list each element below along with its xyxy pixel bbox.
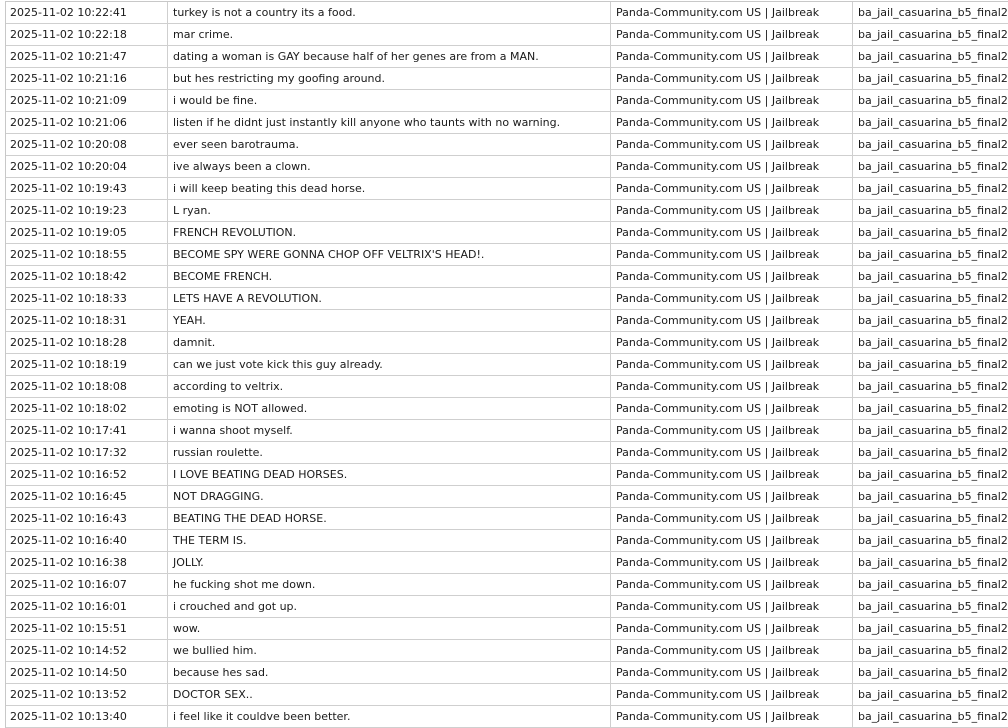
message-cell: ive always been a clown. <box>168 156 611 177</box>
server-cell: Panda-Community.com US | Jailbreak <box>611 706 853 727</box>
server-cell: Panda-Community.com US | Jailbreak <box>611 156 853 177</box>
timestamp-cell: 2025-11-02 10:16:01 <box>6 596 168 617</box>
server-cell: Panda-Community.com US | Jailbreak <box>611 684 853 705</box>
timestamp-cell: 2025-11-02 10:22:18 <box>6 24 168 45</box>
timestamp-cell: 2025-11-02 10:20:08 <box>6 134 168 155</box>
message-cell: FRENCH REVOLUTION. <box>168 222 611 243</box>
message-cell: can we just vote kick this guy already. <box>168 354 611 375</box>
server-cell: Panda-Community.com US | Jailbreak <box>611 420 853 441</box>
timestamp-cell: 2025-11-02 10:20:04 <box>6 156 168 177</box>
server-cell: Panda-Community.com US | Jailbreak <box>611 442 853 463</box>
message-cell: BECOME SPY WERE GONNA CHOP OFF VELTRIX'S HEAD!. <box>168 244 611 265</box>
map-cell: ba_jail_casuarina_b5_final2 <box>858 292 1008 305</box>
timestamp-cell: 2025-11-02 10:18:55 <box>6 244 168 265</box>
map-cell: ba_jail_casuarina_b5_final2 <box>858 94 1008 107</box>
server-cell: Panda-Community.com US | Jailbreak <box>611 200 853 221</box>
timestamp-cell: 2025-11-02 10:19:23 <box>6 200 168 221</box>
timestamp-cell: 2025-11-02 10:16:52 <box>6 464 168 485</box>
map-cell: ba_jail_casuarina_b5_final2 <box>858 358 1008 371</box>
map-cell: ba_jail_casuarina_b5_final2 <box>858 578 1008 591</box>
message-cell: according to veltrix. <box>168 376 611 397</box>
server-cell: Panda-Community.com US | Jailbreak <box>611 662 853 683</box>
table-row[interactable] <box>6 398 1008 420</box>
message-cell: i will keep beating this dead horse. <box>168 178 611 199</box>
map-cell: ba_jail_casuarina_b5_final2 <box>858 50 1008 63</box>
table-row[interactable] <box>6 530 1008 552</box>
table-row[interactable] <box>6 574 1008 596</box>
table-row[interactable] <box>6 156 1008 178</box>
server-cell: Panda-Community.com US | Jailbreak <box>611 530 853 551</box>
server-cell: Panda-Community.com US | Jailbreak <box>611 112 853 133</box>
server-cell: Panda-Community.com US | Jailbreak <box>611 508 853 529</box>
map-cell: ba_jail_casuarina_b5_final2 <box>858 402 1008 415</box>
table-row[interactable] <box>6 222 1008 244</box>
table-row[interactable] <box>6 376 1008 398</box>
message-cell: russian roulette. <box>168 442 611 463</box>
timestamp-cell: 2025-11-02 10:19:43 <box>6 178 168 199</box>
table-row[interactable] <box>6 288 1008 310</box>
map-cell: ba_jail_casuarina_b5_final2 <box>858 6 1008 19</box>
message-cell: JOLLY. <box>168 552 611 573</box>
message-cell: mar crime. <box>168 24 611 45</box>
map-cell: ba_jail_casuarina_b5_final2 <box>858 380 1008 393</box>
map-cell: ba_jail_casuarina_b5_final2 <box>858 72 1008 85</box>
message-cell: BECOME FRENCH. <box>168 266 611 287</box>
timestamp-cell: 2025-11-02 10:15:51 <box>6 618 168 639</box>
server-cell: Panda-Community.com US | Jailbreak <box>611 552 853 573</box>
map-cell: ba_jail_casuarina_b5_final2 <box>858 226 1008 239</box>
message-cell: turkey is not a country its a food. <box>168 2 611 23</box>
timestamp-cell: 2025-11-02 10:16:45 <box>6 486 168 507</box>
message-cell: BEATING THE DEAD HORSE. <box>168 508 611 529</box>
map-cell: ba_jail_casuarina_b5_final2 <box>858 336 1008 349</box>
server-cell: Panda-Community.com US | Jailbreak <box>611 574 853 595</box>
server-cell: Panda-Community.com US | Jailbreak <box>611 596 853 617</box>
map-cell: ba_jail_casuarina_b5_final2 <box>858 116 1008 129</box>
message-cell: but hes restricting my goofing around. <box>168 68 611 89</box>
message-cell: YEAH. <box>168 310 611 331</box>
table-row[interactable] <box>6 354 1008 376</box>
table-row[interactable] <box>6 442 1008 464</box>
message-cell: i wanna shoot myself. <box>168 420 611 441</box>
server-cell: Panda-Community.com US | Jailbreak <box>611 354 853 375</box>
map-cell: ba_jail_casuarina_b5_final2 <box>858 600 1008 613</box>
timestamp-cell: 2025-11-02 10:21:09 <box>6 90 168 111</box>
map-cell: ba_jail_casuarina_b5_final2 <box>858 490 1008 503</box>
timestamp-cell: 2025-11-02 10:13:52 <box>6 684 168 705</box>
table-row[interactable] <box>6 596 1008 618</box>
map-cell: ba_jail_casuarina_b5_final2 <box>858 424 1008 437</box>
timestamp-cell: 2025-11-02 10:18:42 <box>6 266 168 287</box>
message-cell: we bullied him. <box>168 640 611 661</box>
table-row[interactable] <box>6 310 1008 332</box>
table-row[interactable] <box>6 332 1008 354</box>
map-cell: ba_jail_casuarina_b5_final2 <box>858 446 1008 459</box>
map-cell: ba_jail_casuarina_b5_final2 <box>858 138 1008 151</box>
table-row[interactable] <box>6 662 1008 684</box>
server-cell: Panda-Community.com US | Jailbreak <box>611 68 853 89</box>
server-cell: Panda-Community.com US | Jailbreak <box>611 134 853 155</box>
server-cell: Panda-Community.com US | Jailbreak <box>611 244 853 265</box>
message-cell: wow. <box>168 618 611 639</box>
map-cell: ba_jail_casuarina_b5_final2 <box>858 160 1008 173</box>
server-cell: Panda-Community.com US | Jailbreak <box>611 486 853 507</box>
server-cell: Panda-Community.com US | Jailbreak <box>611 288 853 309</box>
table-row[interactable] <box>6 178 1008 200</box>
timestamp-cell: 2025-11-02 10:21:47 <box>6 46 168 67</box>
map-cell: ba_jail_casuarina_b5_final2 <box>858 248 1008 261</box>
timestamp-cell: 2025-11-02 10:16:43 <box>6 508 168 529</box>
server-cell: Panda-Community.com US | Jailbreak <box>611 618 853 639</box>
table-row[interactable] <box>6 684 1008 706</box>
server-cell: Panda-Community.com US | Jailbreak <box>611 640 853 661</box>
table-row[interactable] <box>6 618 1008 640</box>
server-cell: Panda-Community.com US | Jailbreak <box>611 376 853 397</box>
timestamp-cell: 2025-11-02 10:16:38 <box>6 552 168 573</box>
map-cell: ba_jail_casuarina_b5_final2 <box>858 666 1008 679</box>
timestamp-cell: 2025-11-02 10:14:52 <box>6 640 168 661</box>
table-row[interactable] <box>6 68 1008 90</box>
server-cell: Panda-Community.com US | Jailbreak <box>611 398 853 419</box>
message-cell: because hes sad. <box>168 662 611 683</box>
message-cell: i would be fine. <box>168 90 611 111</box>
timestamp-cell: 2025-11-02 10:13:40 <box>6 706 168 727</box>
map-cell: ba_jail_casuarina_b5_final2 <box>858 556 1008 569</box>
table-row[interactable] <box>6 112 1008 134</box>
message-cell: THE TERM IS. <box>168 530 611 551</box>
server-cell: Panda-Community.com US | Jailbreak <box>611 24 853 45</box>
map-cell: ba_jail_casuarina_b5_final2 <box>858 28 1008 41</box>
table-row[interactable] <box>6 464 1008 486</box>
timestamp-cell: 2025-11-02 10:17:32 <box>6 442 168 463</box>
timestamp-cell: 2025-11-02 10:21:06 <box>6 112 168 133</box>
table-row[interactable] <box>6 200 1008 222</box>
map-cell: ba_jail_casuarina_b5_final2 <box>858 710 1008 723</box>
map-cell: ba_jail_casuarina_b5_final2 <box>858 622 1008 635</box>
table-row[interactable] <box>6 2 1008 24</box>
server-cell: Panda-Community.com US | Jailbreak <box>611 464 853 485</box>
table-row[interactable] <box>6 266 1008 288</box>
map-cell: ba_jail_casuarina_b5_final2 <box>858 182 1008 195</box>
server-cell: Panda-Community.com US | Jailbreak <box>611 90 853 111</box>
message-cell: LETS HAVE A REVOLUTION. <box>168 288 611 309</box>
timestamp-cell: 2025-11-02 10:18:28 <box>6 332 168 353</box>
message-cell: I LOVE BEATING DEAD HORSES. <box>168 464 611 485</box>
message-cell: i crouched and got up. <box>168 596 611 617</box>
message-cell: DOCTOR SEX.. <box>168 684 611 705</box>
timestamp-cell: 2025-11-02 10:17:41 <box>6 420 168 441</box>
table-row[interactable] <box>6 706 1008 728</box>
table-row[interactable] <box>6 552 1008 574</box>
map-cell: ba_jail_casuarina_b5_final2 <box>858 512 1008 525</box>
map-cell: ba_jail_casuarina_b5_final2 <box>858 534 1008 547</box>
table-row[interactable] <box>6 90 1008 112</box>
table-row[interactable] <box>6 46 1008 68</box>
timestamp-cell: 2025-11-02 10:22:41 <box>6 2 168 23</box>
timestamp-cell: 2025-11-02 10:18:08 <box>6 376 168 397</box>
map-cell: ba_jail_casuarina_b5_final2 <box>858 314 1008 327</box>
timestamp-cell: 2025-11-02 10:21:16 <box>6 68 168 89</box>
message-cell: he fucking shot me down. <box>168 574 611 595</box>
map-cell: ba_jail_casuarina_b5_final2 <box>858 204 1008 217</box>
message-cell: damnit. <box>168 332 611 353</box>
timestamp-cell: 2025-11-02 10:19:05 <box>6 222 168 243</box>
table-row[interactable] <box>6 486 1008 508</box>
server-cell: Panda-Community.com US | Jailbreak <box>611 310 853 331</box>
server-cell: Panda-Community.com US | Jailbreak <box>611 332 853 353</box>
table-row[interactable] <box>6 244 1008 266</box>
message-cell: L ryan. <box>168 200 611 221</box>
server-cell: Panda-Community.com US | Jailbreak <box>611 178 853 199</box>
server-cell: Panda-Community.com US | Jailbreak <box>611 2 853 23</box>
table-row[interactable] <box>6 420 1008 442</box>
table-row[interactable] <box>6 640 1008 662</box>
server-cell: Panda-Community.com US | Jailbreak <box>611 266 853 287</box>
chat-log-table <box>5 1 1008 728</box>
server-cell: Panda-Community.com US | Jailbreak <box>611 222 853 243</box>
message-cell: listen if he didnt just instantly kill anyone who taunts with no warning. <box>168 112 611 133</box>
message-cell: dating a woman is GAY because half of her genes are from a MAN. <box>168 46 611 67</box>
table-row[interactable] <box>6 24 1008 46</box>
map-cell: ba_jail_casuarina_b5_final2 <box>858 468 1008 481</box>
map-cell: ba_jail_casuarina_b5_final2 <box>858 644 1008 657</box>
map-cell: ba_jail_casuarina_b5_final2 <box>858 688 1008 701</box>
timestamp-cell: 2025-11-02 10:18:31 <box>6 310 168 331</box>
timestamp-cell: 2025-11-02 10:16:40 <box>6 530 168 551</box>
timestamp-cell: 2025-11-02 10:16:07 <box>6 574 168 595</box>
timestamp-cell: 2025-11-02 10:18:33 <box>6 288 168 309</box>
message-cell: emoting is NOT allowed. <box>168 398 611 419</box>
timestamp-cell: 2025-11-02 10:18:19 <box>6 354 168 375</box>
message-cell: ever seen barotrauma. <box>168 134 611 155</box>
map-cell: ba_jail_casuarina_b5_final2 <box>858 270 1008 283</box>
timestamp-cell: 2025-11-02 10:18:02 <box>6 398 168 419</box>
table-row[interactable] <box>6 134 1008 156</box>
table-row[interactable] <box>6 508 1008 530</box>
timestamp-cell: 2025-11-02 10:14:50 <box>6 662 168 683</box>
server-cell: Panda-Community.com US | Jailbreak <box>611 46 853 67</box>
message-cell: i feel like it couldve been better. <box>168 706 611 727</box>
message-cell: NOT DRAGGING. <box>168 486 611 507</box>
